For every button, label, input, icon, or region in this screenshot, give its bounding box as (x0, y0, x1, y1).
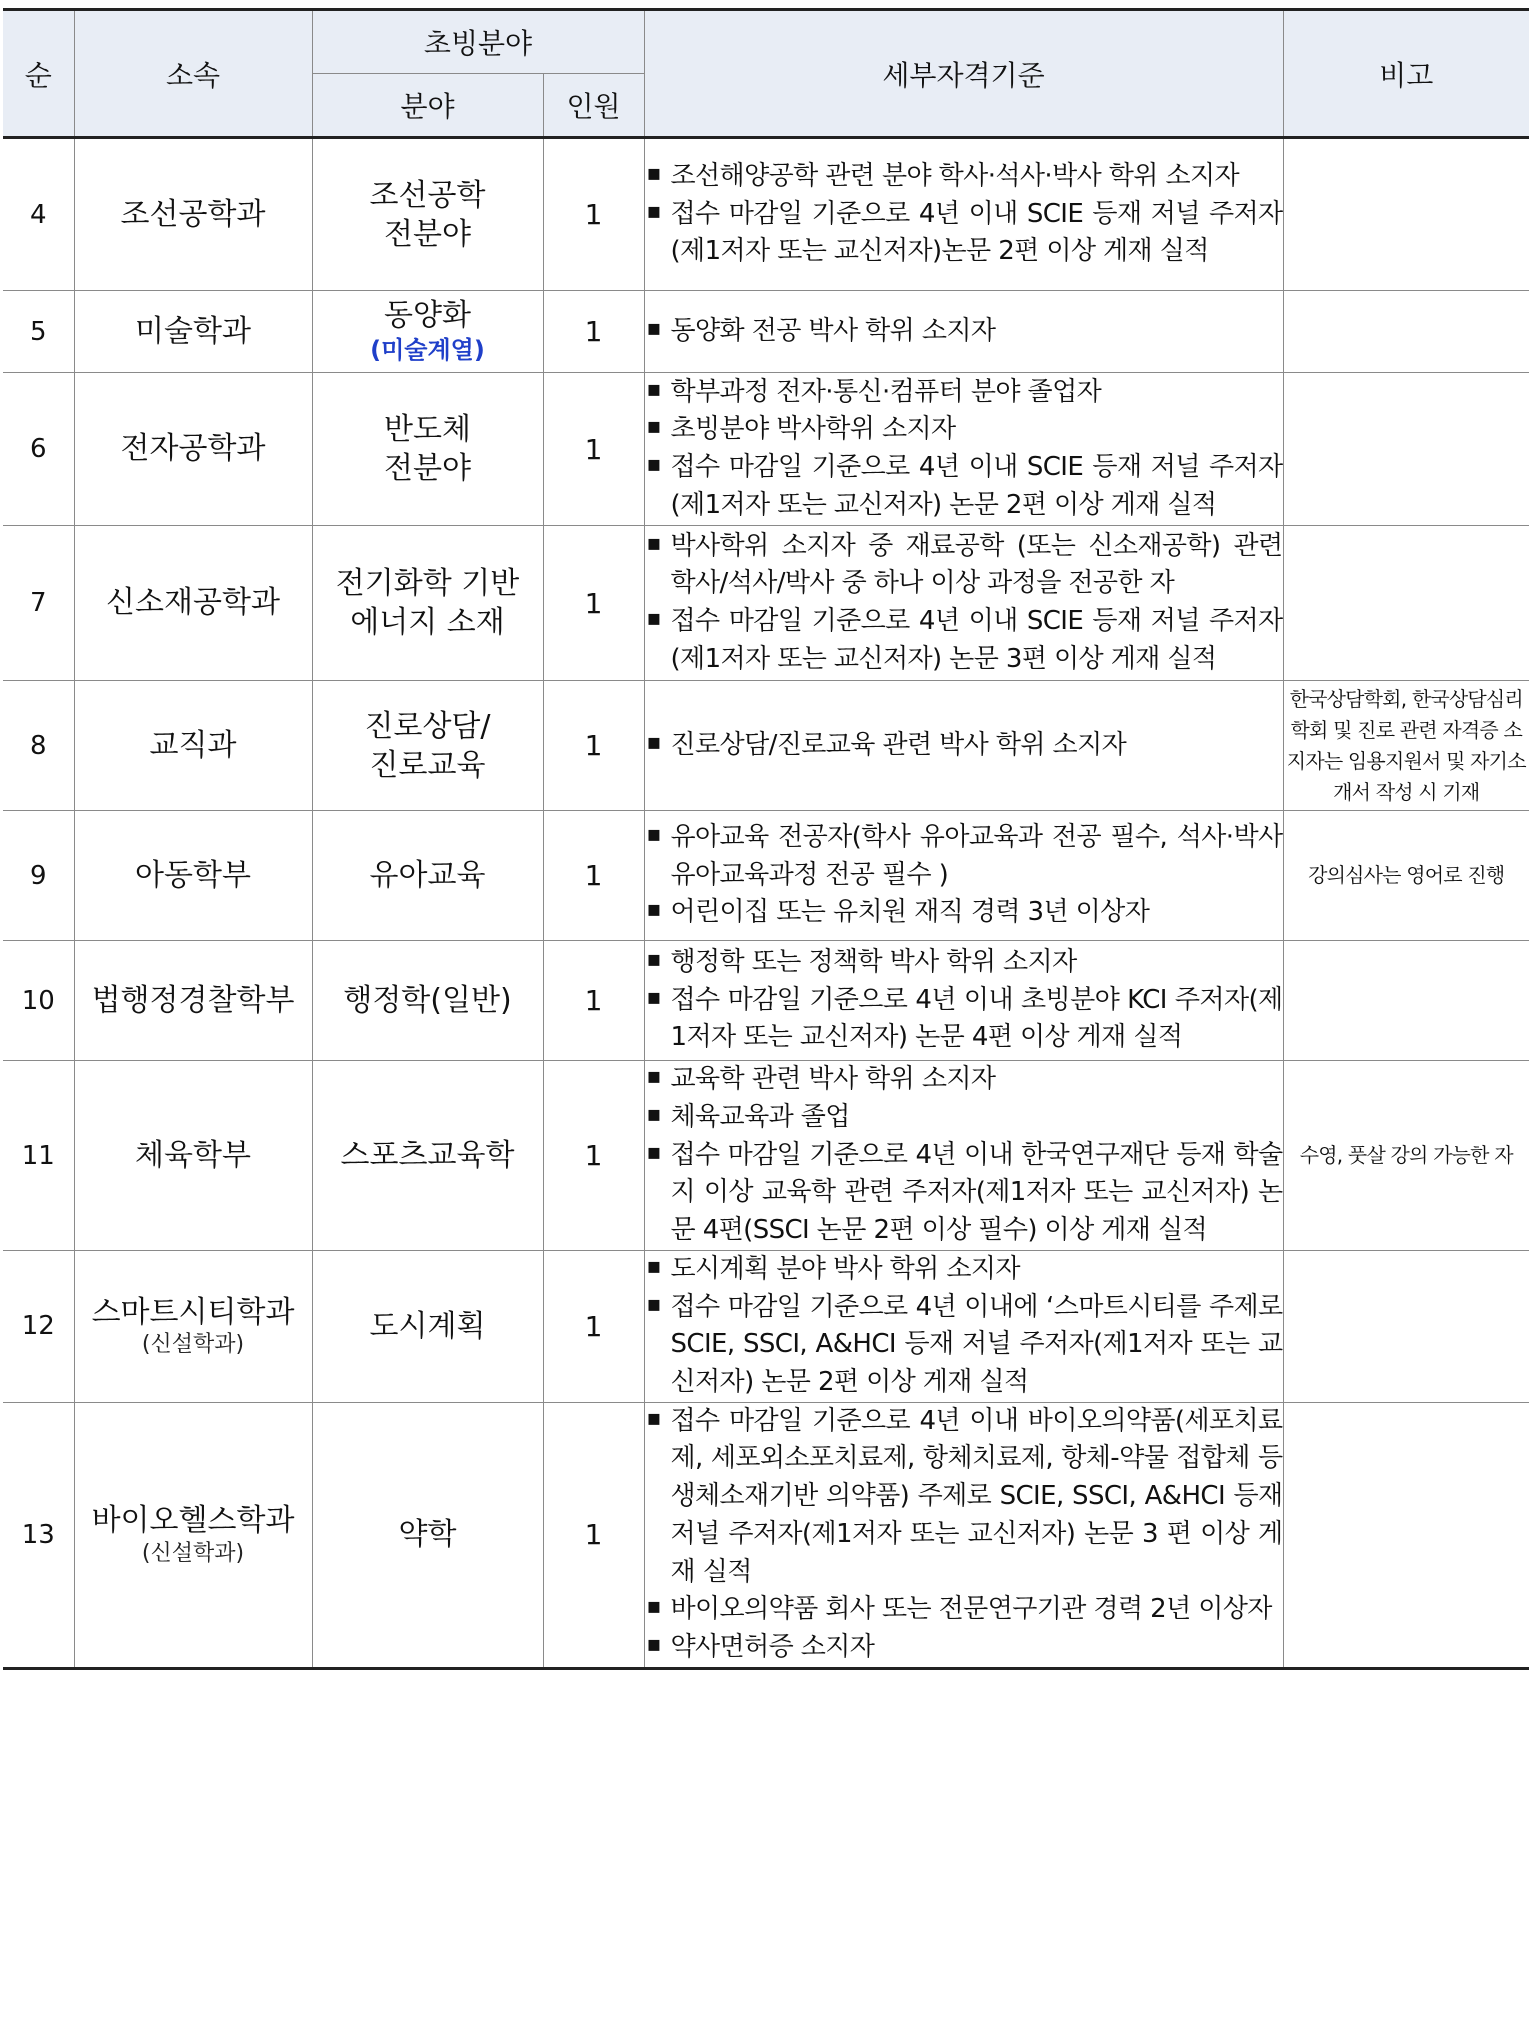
header-recruit-field: 초빙분야 (312, 10, 644, 74)
row-department (74, 941, 312, 1061)
row-department (74, 811, 312, 941)
row-number: 7 (3, 526, 74, 681)
criteria-list (645, 158, 1283, 271)
row-criteria (644, 1251, 1283, 1403)
table-row (3, 138, 1529, 291)
department-name: 스마트시티학과 (91, 1294, 295, 1330)
department-name: 아동학부 (135, 857, 251, 893)
row-count: 1 (543, 941, 644, 1061)
row-field (312, 373, 543, 526)
department-name: 미술학과 (135, 313, 251, 349)
criteria-item: ▪ 동양화 전공 박사 학위 소지자 (645, 313, 1283, 351)
row-count: 1 (543, 291, 644, 373)
recruitment-table (3, 8, 1529, 1670)
row-criteria (644, 1061, 1283, 1251)
row-count: 1 (543, 373, 644, 526)
row-note (1283, 941, 1529, 1061)
table-header (3, 10, 1529, 138)
criteria-item: ▪ 약사면허증 소지자 (645, 1629, 1283, 1667)
row-criteria (644, 1402, 1283, 1668)
field-name: 조선공학 (369, 177, 486, 213)
criteria-list (645, 313, 1283, 351)
table-row (3, 291, 1529, 373)
row-number: 11 (3, 1061, 74, 1251)
row-count: 1 (543, 811, 644, 941)
row-note (1283, 526, 1529, 681)
row-number: 8 (3, 681, 74, 811)
row-number: 10 (3, 941, 74, 1061)
criteria-list (645, 528, 1283, 679)
row-criteria (644, 138, 1283, 291)
table-row (3, 681, 1529, 811)
table-body (3, 138, 1529, 1669)
department-name: 신소재공학과 (106, 585, 280, 621)
row-department (74, 291, 312, 373)
field-name: 전분야 (384, 451, 471, 486)
field-name: 진로상담/ (364, 708, 491, 744)
header-count: 인원 (543, 74, 644, 138)
table-row (3, 811, 1529, 941)
criteria-item: ▪ 접수 마감일 기준으로 4년 이내 바이오의약품(세포치료제, 세포외소포치료제, 항체치료제, 항체-약물 접합체 등 생체소재기반 의약품) 주제로 SCIE, SSCI, A&HCI 등재 저널 주저자(제1저자 또는 교신저자) 논문 3 편 이상 게재 실적 (645, 1403, 1283, 1591)
row-count: 1 (543, 138, 644, 291)
row-department (74, 373, 312, 526)
criteria-item: ▪ 접수 마감일 기준으로 4년 이내 SCIE 등재 저널 주저자(제1저자 또는 교신저자) 논문 3편 이상 게재 실적 (645, 603, 1283, 678)
row-field (312, 291, 543, 373)
criteria-item: ▪ 박사학위 소지자 중 재료공학 (또는 신소재공학) 관련 학사/석사/박사 중 하나 이상 과정을 전공한 자 (645, 528, 1283, 603)
criteria-item: ▪ 교육학 관련 박사 학위 소지자 (645, 1061, 1283, 1099)
row-department (74, 526, 312, 681)
row-count: 1 (543, 681, 644, 811)
header-num: 순 (3, 10, 74, 138)
criteria-item: ▪ 학부과정 전자·통신·컴퓨터 분야 졸업자 (645, 374, 1283, 412)
row-criteria (644, 941, 1283, 1061)
field-category-note: (미술계열) (370, 336, 485, 365)
criteria-list (645, 1061, 1283, 1249)
field-name: 진로교육 (369, 747, 486, 783)
row-field (312, 1251, 543, 1403)
header-field: 분야 (312, 74, 543, 138)
department-subtitle: (신설학과) (141, 1332, 245, 1358)
header-criteria: 세부자격기준 (644, 10, 1283, 138)
row-count: 1 (543, 526, 644, 681)
row-number: 5 (3, 291, 74, 373)
criteria-list (645, 374, 1283, 525)
criteria-item: ▪ 초빙분야 박사학위 소지자 (645, 411, 1283, 449)
row-criteria (644, 811, 1283, 941)
header-dept: 소속 (74, 10, 312, 138)
criteria-item: ▪ 유아교육 전공자(학사 유아교육과 전공 필수, 석사·박사 유아교육과정 전공 필수 ) (645, 819, 1283, 894)
row-count: 1 (543, 1402, 644, 1668)
criteria-list (645, 1403, 1283, 1667)
criteria-item: ▪ 조선해양공학 관련 분야 학사·석사·박사 학위 소지자 (645, 158, 1283, 196)
row-number: 13 (3, 1402, 74, 1668)
row-note: 강의심사는 영어로 진행 (1283, 811, 1529, 941)
criteria-item: ▪ 행정학 또는 정책학 박사 학위 소지자 (645, 944, 1283, 982)
field-name: 전기화학 기반 (335, 566, 520, 601)
criteria-list (645, 944, 1283, 1057)
row-note: 수영, 풋살 강의 가능한 자 (1283, 1061, 1529, 1251)
field-name: 행정학(일반) (343, 983, 512, 1018)
row-number: 12 (3, 1251, 74, 1403)
row-department (74, 681, 312, 811)
row-department (74, 1061, 312, 1251)
field-name: 도시계획 (369, 1308, 486, 1344)
row-criteria (644, 291, 1283, 373)
criteria-item: ▪ 접수 마감일 기준으로 4년 이내 SCIE 등재 저널 주저자(제1저자 또는 교신저자) 논문 2편 이상 게재 실적 (645, 449, 1283, 524)
department-name: 법행정경찰학부 (91, 982, 295, 1018)
criteria-item: ▪ 바이오의약품 회사 또는 전문연구기관 경력 2년 이상자 (645, 1591, 1283, 1629)
table-row (3, 373, 1529, 526)
row-field (312, 1061, 543, 1251)
department-name: 조선공학과 (120, 196, 266, 232)
row-count: 1 (543, 1251, 644, 1403)
row-field (312, 526, 543, 681)
field-name: 전분야 (384, 216, 471, 252)
recruitment-table-wrapper (3, 8, 1529, 1670)
field-name: 약학 (398, 1517, 457, 1553)
table-row (3, 1402, 1529, 1668)
row-note (1283, 1402, 1529, 1668)
row-department (74, 1251, 312, 1403)
row-field (312, 811, 543, 941)
criteria-item: ▪ 접수 마감일 기준으로 4년 이내 한국연구재단 등재 학술지 이상 교육학 관련 주저자(제1저자 또는 교신저자) 논문 4편(SSCI 논문 2편 이상 필수) 이상 게재 실적 (645, 1137, 1283, 1250)
criteria-list (645, 727, 1283, 765)
row-count: 1 (543, 1061, 644, 1251)
field-name: 스포츠교육학 (340, 1138, 515, 1173)
table-row (3, 941, 1529, 1061)
criteria-item: ▪ 체육교육과 졸업 (645, 1099, 1283, 1137)
field-name: 동양화 (384, 298, 471, 334)
row-note (1283, 373, 1529, 526)
row-number: 6 (3, 373, 74, 526)
field-name: 반도체 (384, 412, 471, 447)
criteria-item: ▪ 어린이집 또는 유치원 재직 경력 3년 이상자 (645, 894, 1283, 932)
row-criteria (644, 526, 1283, 681)
row-field (312, 941, 543, 1061)
criteria-item: ▪ 접수 마감일 기준으로 4년 이내 SCIE 등재 저널 주저자(제1저자 또는 교신저자)논문 2편 이상 게재 실적 (645, 196, 1283, 271)
row-criteria (644, 681, 1283, 811)
table-row (3, 1251, 1529, 1403)
row-field (312, 681, 543, 811)
header-note: 비고 (1283, 10, 1529, 138)
department-name: 교직과 (149, 727, 237, 763)
row-note (1283, 1251, 1529, 1403)
field-name: 에너지 소재 (350, 605, 505, 640)
criteria-item: ▪ 도시계획 분야 박사 학위 소지자 (645, 1251, 1283, 1289)
row-field (312, 1402, 543, 1668)
criteria-list (645, 1251, 1283, 1402)
row-note (1283, 138, 1529, 291)
row-note: 한국상담학회, 한국상담심리학회 및 진로 관련 자격증 소지자는 임용지원서 및 자기소개서 작성 시 기재 (1283, 681, 1529, 811)
criteria-item: ▪ 접수 마감일 기준으로 4년 이내 초빙분야 KCI 주저자(제1저자 또는 교신저자) 논문 4편 이상 게재 실적 (645, 982, 1283, 1057)
row-department (74, 138, 312, 291)
row-number: 9 (3, 811, 74, 941)
criteria-item: ▪ 접수 마감일 기준으로 4년 이내에 ‘스마트시티를 주제로 SCIE, SSCI, A&HCI 등재 저널 주저자(제1저자 또는 교신저자) 논문 2편 이상 게재 실적 (645, 1289, 1283, 1402)
row-criteria (644, 373, 1283, 526)
department-subtitle: (신설학과) (141, 1540, 245, 1566)
department-name: 바이오헬스학과 (91, 1503, 295, 1539)
row-number: 4 (3, 138, 74, 291)
department-name: 체육학부 (135, 1137, 251, 1173)
row-note (1283, 291, 1529, 373)
table-row (3, 526, 1529, 681)
criteria-list (645, 819, 1283, 932)
field-name: 유아교육 (369, 858, 486, 893)
row-field (312, 138, 543, 291)
row-department (74, 1402, 312, 1668)
criteria-item: ▪ 진로상담/진로교육 관련 박사 학위 소지자 (645, 727, 1283, 765)
department-name: 전자공학과 (120, 431, 266, 467)
table-row (3, 1061, 1529, 1251)
